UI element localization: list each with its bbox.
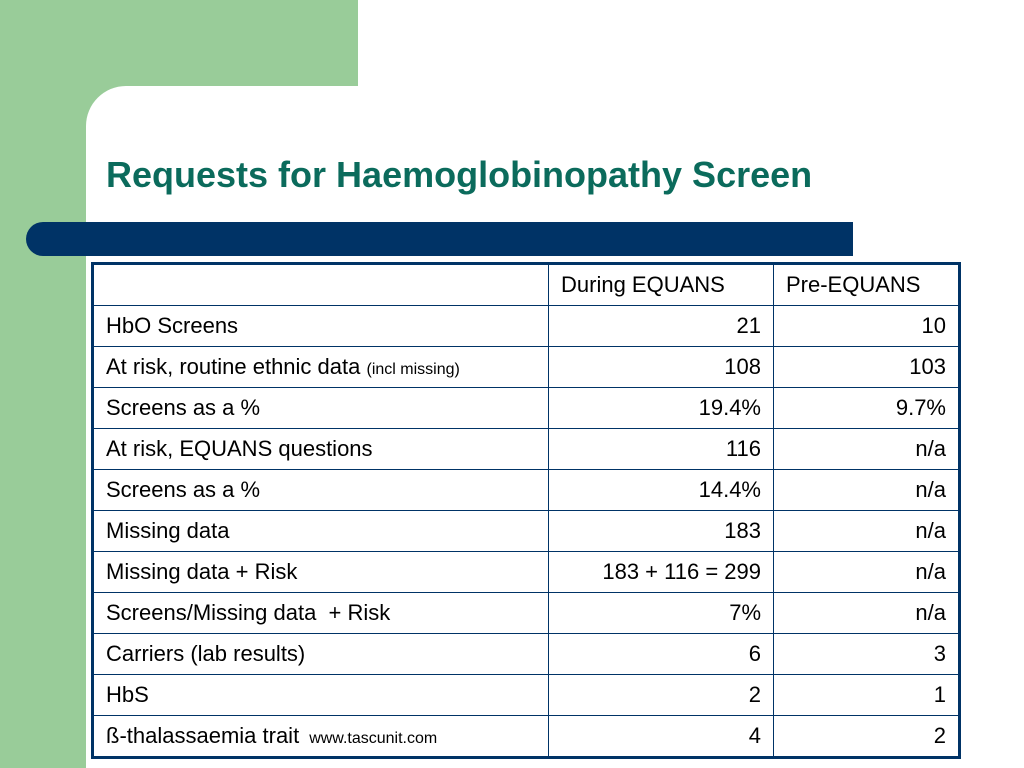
table-row [93,470,960,511]
row-label: Screens as a % [93,388,549,429]
table-header-row [93,264,960,306]
table-row [93,347,960,388]
table-row [93,634,960,675]
during-value: 183 [549,511,774,552]
table-row [93,511,960,552]
row-label-cell [93,347,549,388]
row-label: Missing data + Risk [93,552,549,593]
row-note: (incl missing) [366,361,460,378]
row-label: Screens/Missing data + Risk [93,593,549,634]
during-value: 7% [549,593,774,634]
row-label: At risk, routine ethnic data [106,354,361,379]
pre-value: 1 [774,675,960,716]
row-label: At risk, EQUANS questions [93,429,549,470]
table-row [93,306,960,347]
during-value: 116 [549,429,774,470]
title-underline-bar [26,222,853,256]
pre-value: n/a [774,470,960,511]
pre-value: n/a [774,511,960,552]
during-value: 19.4% [549,388,774,429]
table-row [93,429,960,470]
during-value: 21 [549,306,774,347]
row-label: Missing data [93,511,549,552]
table-row [93,388,960,429]
during-value: 6 [549,634,774,675]
results-table [91,262,961,759]
table-row [93,675,960,716]
pre-value: 2 [774,716,960,758]
row-label: HbS [93,675,549,716]
during-value: 14.4% [549,470,774,511]
pre-value: n/a [774,593,960,634]
row-label: ß-thalassaemia trait [106,723,300,748]
pre-value: n/a [774,429,960,470]
source-url[interactable]: www.tascunit.com [309,730,438,747]
header-empty [93,264,549,306]
during-value: 2 [549,675,774,716]
pre-value: 10 [774,306,960,347]
row-label-cell [93,716,549,758]
during-value: 4 [549,716,774,758]
during-value: 183 + 116 = 299 [549,552,774,593]
table-row [93,716,960,758]
table-row [93,552,960,593]
header-during-equans: During EQUANS [549,264,774,306]
row-label: Screens as a % [93,470,549,511]
slide-title: Requests for Haemoglobinopathy Screen [106,154,813,195]
header-pre-equans: Pre-EQUANS [774,264,960,306]
pre-value: 3 [774,634,960,675]
row-label: Carriers (lab results) [93,634,549,675]
pre-value: 103 [774,347,960,388]
row-label: HbO Screens [93,306,549,347]
pre-value: n/a [774,552,960,593]
table-row [93,593,960,634]
during-value: 108 [549,347,774,388]
pre-value: 9.7% [774,388,960,429]
